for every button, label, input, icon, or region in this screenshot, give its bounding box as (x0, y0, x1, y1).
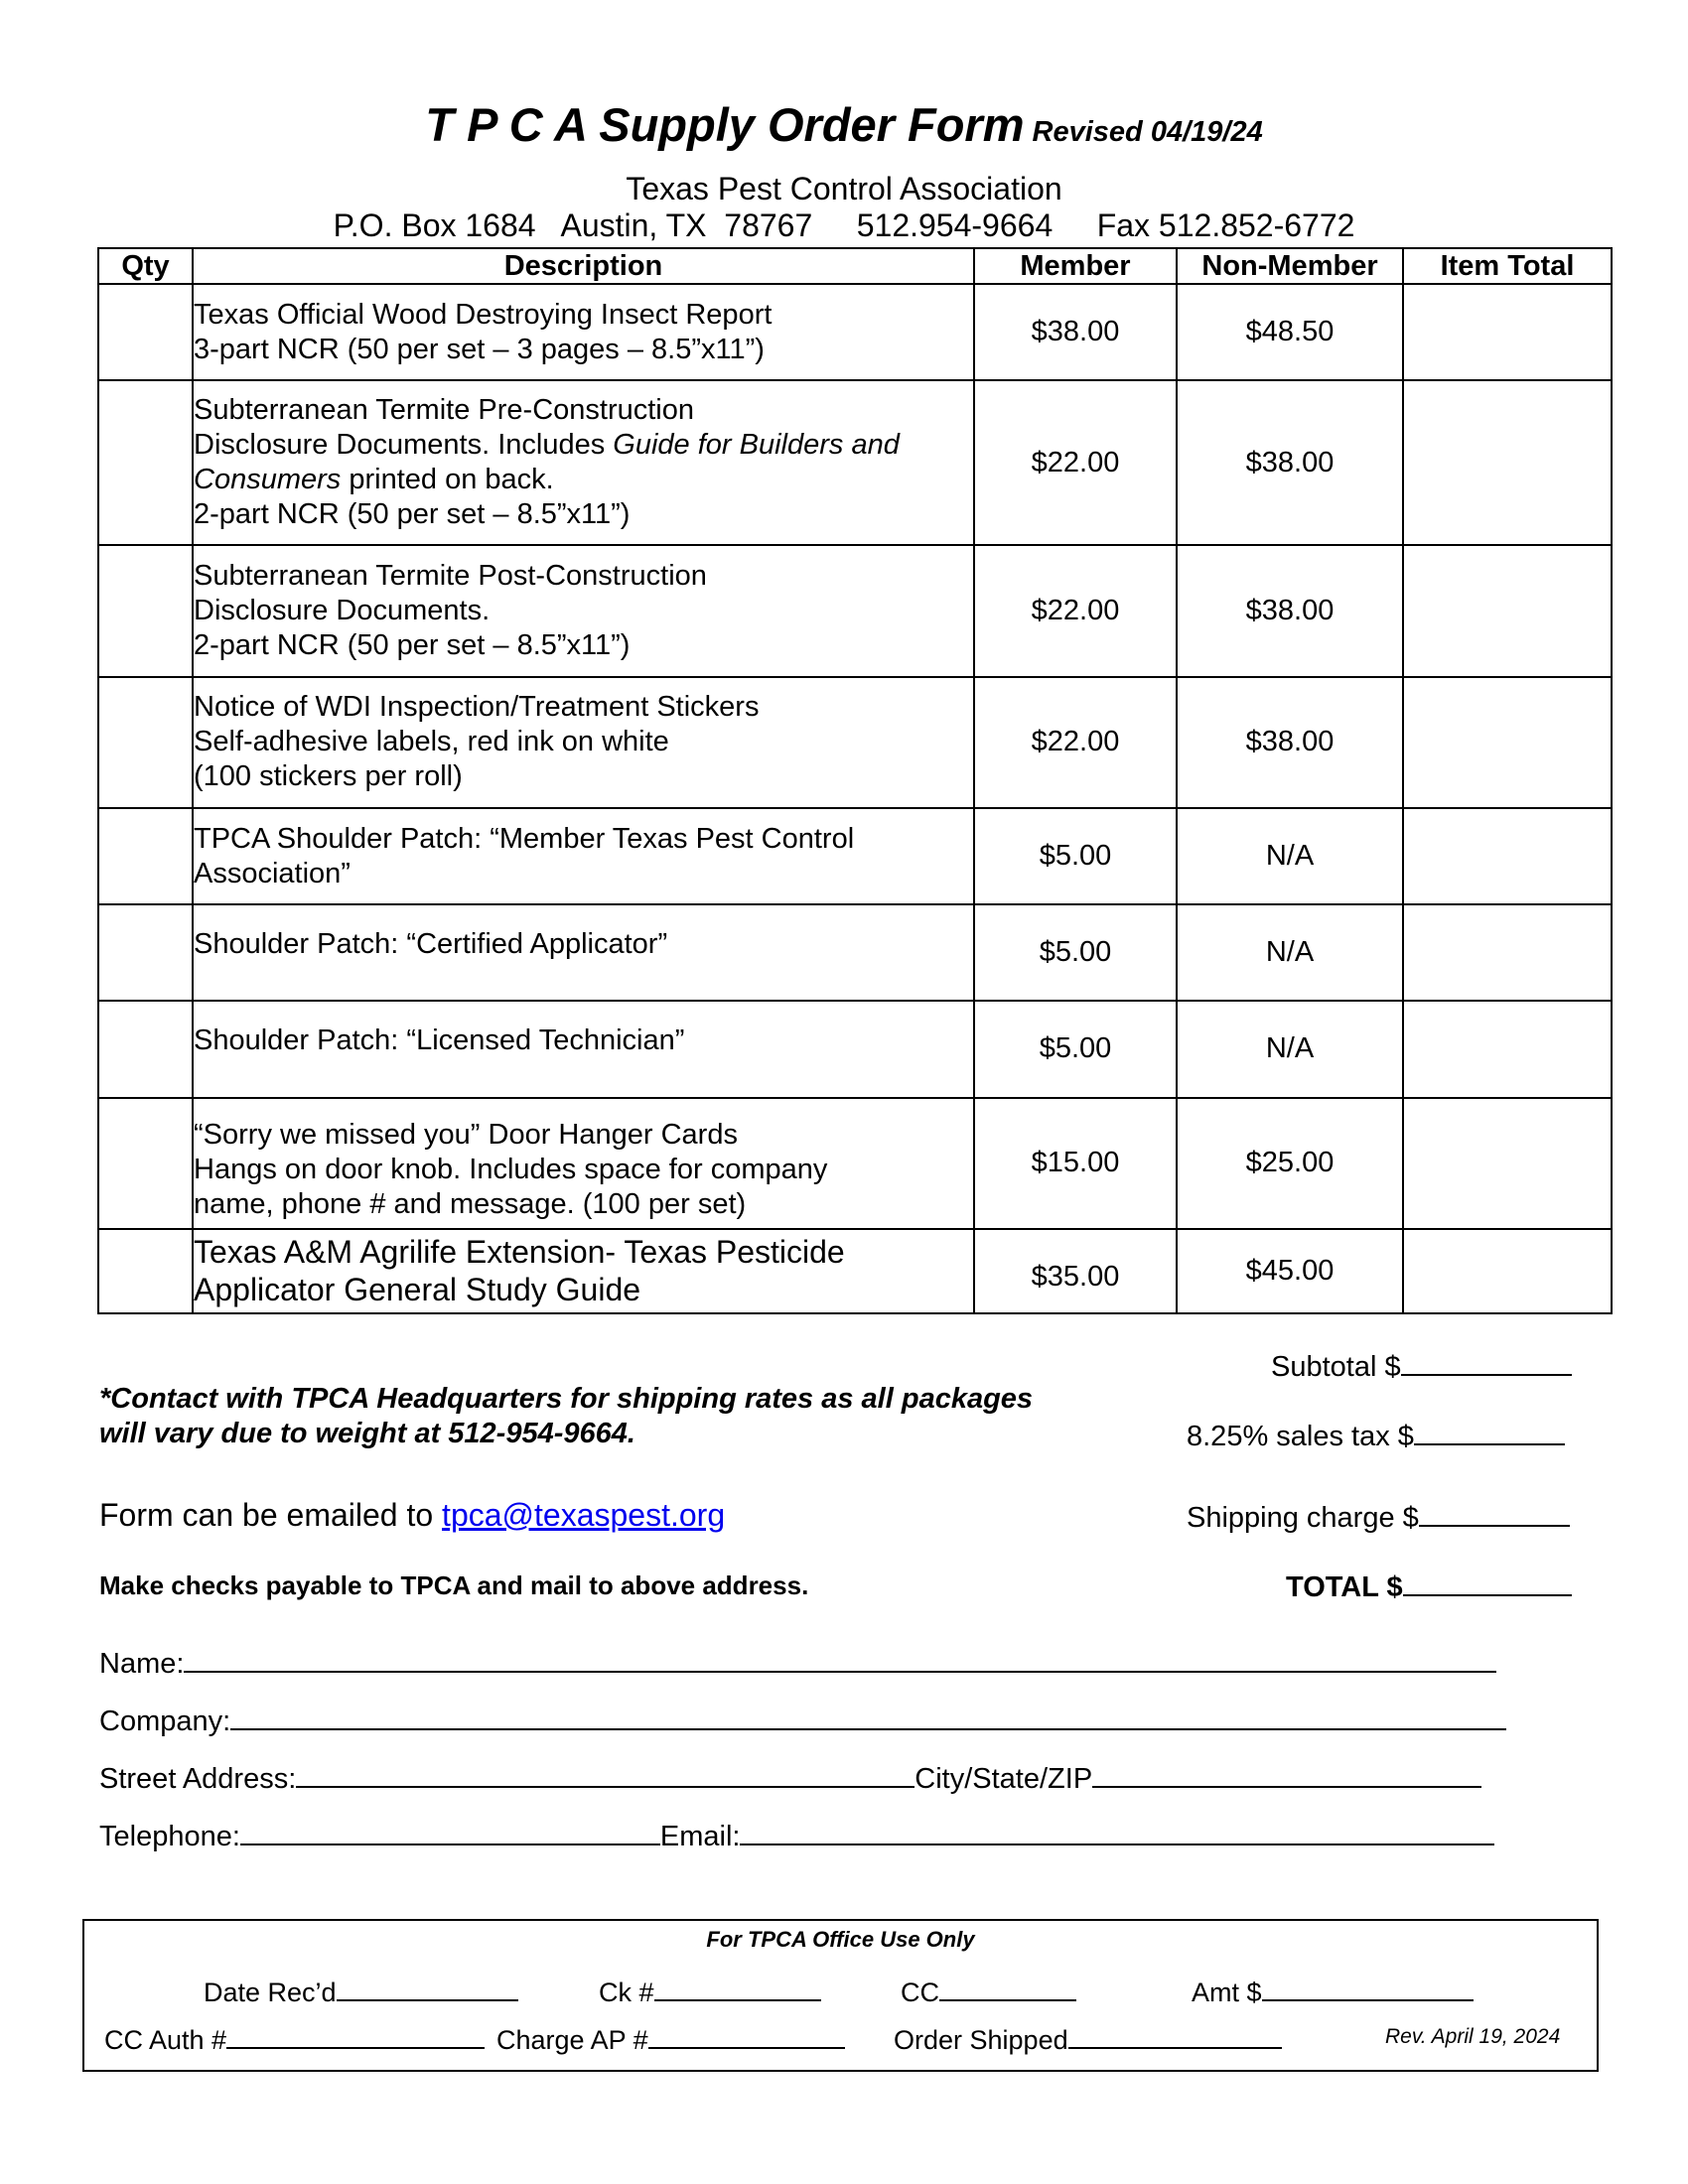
shipping-charge-label: Shipping charge $ (1187, 1502, 1419, 1534)
table-row (98, 904, 1612, 1001)
shipping-charge-field[interactable] (1419, 1499, 1570, 1527)
qty-cell[interactable] (98, 380, 193, 545)
subtotal-field[interactable] (1401, 1348, 1572, 1376)
item-total-cell[interactable] (1403, 1229, 1612, 1313)
amount-field[interactable] (1262, 1974, 1474, 2001)
charge-ap-row (496, 2021, 845, 2056)
revised-date: Revised 04/19/24 (1032, 116, 1263, 148)
shipping-note-line: will vary due to weight at 512-954-9664. (99, 1418, 635, 1449)
column-header-item-total: Item Total (1403, 248, 1612, 284)
description-cell (193, 380, 974, 545)
qty-cell[interactable] (98, 904, 193, 1001)
order-shipped-field[interactable] (1068, 2021, 1282, 2049)
company-input[interactable] (230, 1703, 1506, 1730)
table-row (98, 677, 1612, 808)
cc-field[interactable] (939, 1974, 1076, 2001)
email-instruction (99, 1497, 725, 1534)
description-cell (193, 284, 974, 380)
non-member-price: $38.00 (1177, 545, 1403, 676)
form-title (0, 97, 1688, 152)
description-line: Notice of WDI Inspection/Treatment Stickers (194, 691, 760, 724)
non-member-price: $38.00 (1177, 380, 1403, 545)
date-received-field[interactable] (337, 1974, 518, 2001)
qty-cell[interactable] (98, 1001, 193, 1097)
amount-row (1192, 1974, 1474, 2008)
date-received-label: Date Rec’d (204, 1978, 337, 2007)
street-address-label: Street Address: (99, 1763, 297, 1795)
table-row (98, 1001, 1612, 1097)
shipping-note (99, 1382, 1033, 1451)
description-line: Disclosure Documents. (194, 595, 491, 627)
column-header-qty: Qty (98, 248, 193, 284)
amount-label: Amt $ (1192, 1978, 1262, 2007)
description-line: 2-part NCR (50 per set – 8.5”x11”) (194, 498, 631, 531)
description-line (194, 428, 973, 463)
check-number-field[interactable] (654, 1974, 821, 2001)
non-member-price: N/A (1177, 808, 1403, 904)
total-line (1286, 1569, 1572, 1604)
checks-instruction: Make checks payable to TPCA and mail to above address. (99, 1570, 809, 1600)
column-header-description: Description (193, 248, 974, 284)
member-price: $5.00 (974, 1001, 1177, 1097)
office-use-title: For TPCA Office Use Only (706, 1927, 975, 1952)
revision-note: Rev. April 19, 2024 (1385, 2025, 1561, 2048)
city-state-zip-label: City/State/ZIP (914, 1763, 1093, 1795)
order-shipped-row (894, 2021, 1282, 2056)
company-label: Company: (99, 1706, 231, 1737)
item-total-cell[interactable] (1403, 677, 1612, 808)
email-input[interactable] (740, 1818, 1494, 1845)
organization-name: Texas Pest Control Association (626, 171, 1062, 206)
company-field-row (99, 1703, 1506, 1738)
table-row (98, 808, 1612, 904)
member-price: $22.00 (974, 677, 1177, 808)
member-price: $5.00 (974, 808, 1177, 904)
order-shipped-label: Order Shipped (894, 2025, 1068, 2055)
non-member-price: $38.00 (1177, 677, 1403, 808)
member-price: $22.00 (974, 545, 1177, 676)
qty-cell[interactable] (98, 1098, 193, 1229)
table-row (98, 1098, 1612, 1229)
description-line: Shoulder Patch: “Certified Applicator” (194, 928, 668, 961)
column-header-non-member: Non-Member (1177, 248, 1403, 284)
description-line: 3-part NCR (50 per set – 3 pages – 8.5”x11”) (194, 333, 765, 365)
charge-ap-label: Charge AP # (496, 2025, 648, 2055)
description-cell (193, 1001, 974, 1097)
member-price: $22.00 (974, 380, 1177, 545)
table-row (98, 284, 1612, 380)
total-field[interactable] (1403, 1569, 1572, 1596)
item-total-cell[interactable] (1403, 380, 1612, 545)
description-line: Shoulder Patch: “Licensed Technician” (194, 1024, 685, 1057)
cc-auth-row (104, 2021, 485, 2056)
description-line: “Sorry we missed you” Door Hanger Cards (194, 1119, 738, 1152)
qty-cell[interactable] (98, 677, 193, 808)
member-price: $38.00 (974, 284, 1177, 380)
description-line (194, 463, 973, 497)
sales-tax-field[interactable] (1414, 1418, 1565, 1445)
non-member-price: N/A (1177, 1001, 1403, 1097)
description-line: name, phone # and message. (100 per set) (194, 1188, 747, 1221)
sales-tax-line (1187, 1418, 1565, 1453)
qty-cell[interactable] (98, 1229, 193, 1313)
description-line: Applicator General Study Guide (194, 1272, 641, 1308)
office-use-box (82, 1919, 1599, 2072)
guide-title-italic: Guide for Builders and (613, 429, 900, 462)
cc-label: CC (901, 1978, 939, 2007)
description-line: Texas Official Wood Destroying Insect Report (194, 298, 773, 331)
description-line: 2-part NCR (50 per set – 8.5”x11”) (194, 629, 631, 662)
description-text: printed on back. (341, 464, 554, 496)
order-items-table (97, 247, 1613, 1314)
cc-auth-field[interactable] (226, 2021, 485, 2049)
description-line: Subterranean Termite Post-Construction (194, 560, 707, 593)
description-cell (193, 808, 974, 904)
check-number-label: Ck # (599, 1978, 654, 2007)
qty-cell[interactable] (98, 284, 193, 380)
street-address-input[interactable] (296, 1760, 914, 1788)
charge-ap-field[interactable] (648, 2021, 845, 2049)
cc-auth-label: CC Auth # (104, 2025, 227, 2055)
shipping-charge-line (1187, 1499, 1570, 1535)
guide-title-italic: Consumers (194, 464, 342, 496)
description-text: Disclosure Documents. Includes (194, 429, 614, 462)
form-title-text: T P C A Supply Order Form (425, 98, 1025, 151)
item-total-cell[interactable] (1403, 808, 1612, 904)
city-state-zip-input[interactable] (1092, 1760, 1481, 1788)
non-member-price: $48.50 (1177, 284, 1403, 380)
subtotal-label: Subtotal $ (1271, 1351, 1401, 1383)
telephone-input[interactable] (240, 1818, 660, 1845)
description-cell (193, 1229, 974, 1313)
subtotal-line (1271, 1348, 1572, 1384)
check-number-row (599, 1974, 821, 2008)
description-line: TPCA Shoulder Patch: “Member Texas Pest Control (194, 822, 855, 855)
date-received-row (204, 1974, 518, 2008)
non-member-price: $45.00 (1177, 1229, 1403, 1313)
member-price: $15.00 (974, 1098, 1177, 1229)
description-line: Self-adhesive labels, red ink on white (194, 726, 669, 758)
cc-row (901, 1974, 1076, 2008)
table-row (98, 1229, 1612, 1313)
description-line: (100 stickers per roll) (194, 760, 463, 793)
table-row (98, 380, 1612, 545)
email-link[interactable]: tpca@texaspest.org (442, 1497, 726, 1533)
name-label: Name: (99, 1648, 185, 1680)
description-cell (193, 545, 974, 676)
table-header-row (98, 248, 1612, 284)
email-prefix: Form can be emailed to (99, 1497, 443, 1533)
description-line: Association” (194, 857, 351, 889)
shipping-note-line: *Contact with TPCA Headquarters for shipping rates as all packages (99, 1383, 1034, 1415)
name-field-row (99, 1645, 1496, 1681)
table-row (98, 545, 1612, 676)
description-line: Hangs on door knob. Includes space for company (194, 1154, 828, 1186)
address-field-row (99, 1760, 1481, 1796)
organization-address: P.O. Box 1684 Austin, TX 78767 512.954-9664 Fax 512.852-6772 (333, 207, 1355, 243)
item-total-cell[interactable] (1403, 1098, 1612, 1229)
member-price: $5.00 (974, 904, 1177, 1001)
non-member-price: $25.00 (1177, 1098, 1403, 1229)
non-member-price: N/A (1177, 904, 1403, 1001)
description-line: Subterranean Termite Pre-Construction (194, 394, 694, 427)
sales-tax-label: 8.25% sales tax $ (1187, 1421, 1414, 1452)
telephone-label: Telephone: (99, 1821, 240, 1852)
qty-cell[interactable] (98, 545, 193, 676)
description-cell (193, 904, 974, 1001)
qty-cell[interactable] (98, 808, 193, 904)
total-label: TOTAL $ (1286, 1571, 1403, 1603)
email-label: Email: (659, 1821, 741, 1852)
description-cell (193, 1098, 974, 1229)
member-price: $35.00 (974, 1229, 1177, 1313)
telephone-email-row (99, 1818, 1494, 1853)
item-total-cell[interactable] (1403, 545, 1612, 676)
description-cell (193, 677, 974, 808)
item-total-cell[interactable] (1403, 904, 1612, 1001)
item-total-cell[interactable] (1403, 284, 1612, 380)
item-total-cell[interactable] (1403, 1001, 1612, 1097)
column-header-member: Member (974, 248, 1177, 284)
description-line: Texas A&M Agrilife Extension- Texas Pesticide (194, 1234, 845, 1271)
name-input[interactable] (184, 1645, 1496, 1673)
